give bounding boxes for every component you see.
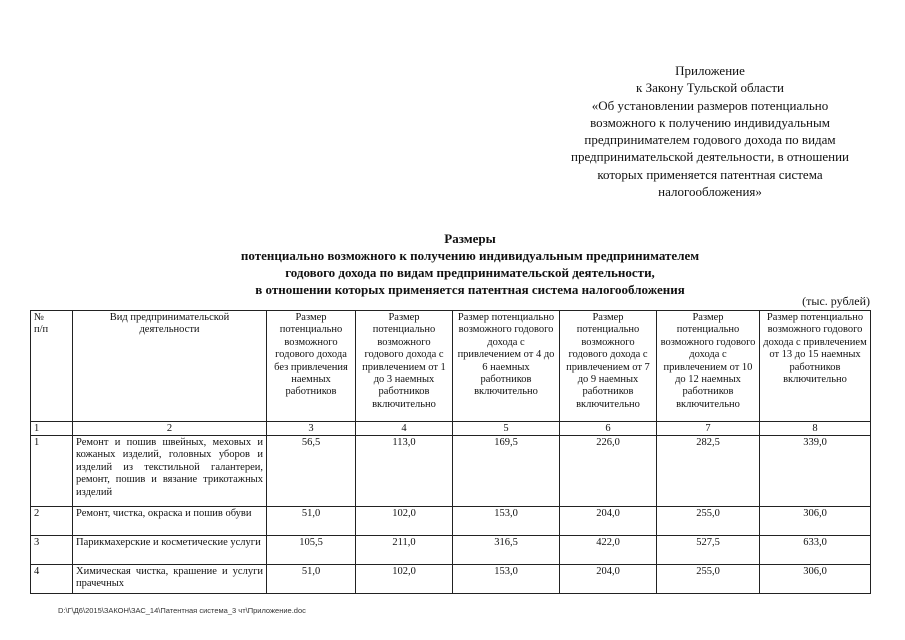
column-number: 4 (356, 422, 453, 436)
row-number: 3 (31, 536, 73, 565)
appendix-line: предпринимателем годового дохода по видам (584, 132, 836, 148)
header-income-col-3: Размер потенциально возможного годового дохода без привлечения наемных работников (267, 311, 356, 422)
income-value: 226,0 (560, 436, 657, 507)
table-header (31, 311, 871, 436)
row-number: 4 (31, 565, 73, 594)
income-value: 204,0 (560, 507, 657, 536)
column-number: 1 (31, 422, 73, 436)
appendix-line: к Закону Тульской области (636, 80, 784, 96)
units-note: (тыс. рублей) (802, 294, 870, 308)
header-income-col-7: Размер потенциально возможного годового дохода с привлечением от 10 до 12 наемных работников включительно (657, 311, 760, 422)
income-value: 169,5 (453, 436, 560, 507)
column-number: 6 (560, 422, 657, 436)
row-number: 2 (31, 507, 73, 536)
appendix-line: «Об установлении размеров потенциально (591, 97, 829, 113)
activity-kind: Ремонт, чистка, окраска и пошив обуви (73, 507, 267, 536)
income-value: 633,0 (760, 536, 871, 565)
header-row (31, 311, 871, 422)
column-number: 8 (760, 422, 871, 436)
title-line: Размеры (444, 231, 496, 246)
document-title (160, 230, 780, 298)
title-line: годового дохода по видам предпринимательской деятельности, (285, 265, 655, 280)
income-value: 422,0 (560, 536, 657, 565)
title-line: в отношении которых применяется патентная система налогообложения (255, 282, 685, 297)
income-value: 204,0 (560, 565, 657, 594)
activity-kind: Ремонт и пошив швейных, меховых и кожаных изделий, головных уборов и изделий из текстильной галантереи, ремонт, пошив и вязание трикотажных изделий (73, 436, 267, 507)
appendix-line: предпринимательской деятельности, в отношении (571, 149, 849, 165)
income-value: 211,0 (356, 536, 453, 565)
income-value: 282,5 (657, 436, 760, 507)
income-value: 102,0 (356, 565, 453, 594)
header-income-col-5: Размер потенциально возможного годового дохода с привлечением от 4 до 6 наемных работников включительно (453, 311, 560, 422)
income-table (30, 310, 871, 594)
appendix-line: возможного к получению индивидуальным (590, 114, 830, 130)
income-value: 153,0 (453, 565, 560, 594)
income-value: 306,0 (760, 565, 871, 594)
table-row (31, 436, 871, 507)
income-value: 56,5 (267, 436, 356, 507)
header-income-col-6: Размер потенциально возможного годового дохода с привлечением от 7 до 9 наемных работников включительно (560, 311, 657, 422)
column-number: 7 (657, 422, 760, 436)
income-value: 51,0 (267, 507, 356, 536)
table-row (31, 507, 871, 536)
table-body (31, 436, 871, 594)
income-value: 255,0 (657, 565, 760, 594)
header-income-col-8: Размер потенциально возможного годового дохода с привлечением от 13 до 15 наемных работников включительно (760, 311, 871, 422)
table-row (31, 565, 871, 594)
income-value: 105,5 (267, 536, 356, 565)
income-value: 255,0 (657, 507, 760, 536)
table-row (31, 536, 871, 565)
income-value: 113,0 (356, 436, 453, 507)
appendix-line: Приложение (675, 63, 745, 78)
file-path-footer: D:\Г\Д6\2015\ЗАКОН\ЗАС_14\Патентная система_3 чт\Приложение.doc (58, 606, 306, 615)
income-value: 51,0 (267, 565, 356, 594)
column-number: 3 (267, 422, 356, 436)
title-line: потенциально возможного к получению индивидуальным предпринимателем (240, 248, 700, 263)
income-value: 316,5 (453, 536, 560, 565)
row-number: 1 (31, 436, 73, 507)
income-value: 102,0 (356, 507, 453, 536)
activity-kind: Парикмахерские и косметические услуги (73, 536, 267, 565)
appendix-block (540, 62, 880, 200)
header-number: № п/п (31, 311, 73, 422)
column-number: 5 (453, 422, 560, 436)
income-value: 339,0 (760, 436, 871, 507)
appendix-line: которых применяется патентная система (597, 166, 823, 182)
header-income-col-4: Размер потенциально возможного годового дохода с привлечением от 1 до 3 наемных работников включительно (356, 311, 453, 422)
income-value: 306,0 (760, 507, 871, 536)
income-value: 527,5 (657, 536, 760, 565)
column-number-row (31, 422, 871, 436)
column-number: 2 (73, 422, 267, 436)
appendix-line: налогообложения» (658, 184, 762, 200)
activity-kind: Химическая чистка, крашение и услуги прачечных (73, 565, 267, 594)
income-value: 153,0 (453, 507, 560, 536)
header-activity-kind: Вид предпринимательской деятельности (73, 311, 267, 422)
